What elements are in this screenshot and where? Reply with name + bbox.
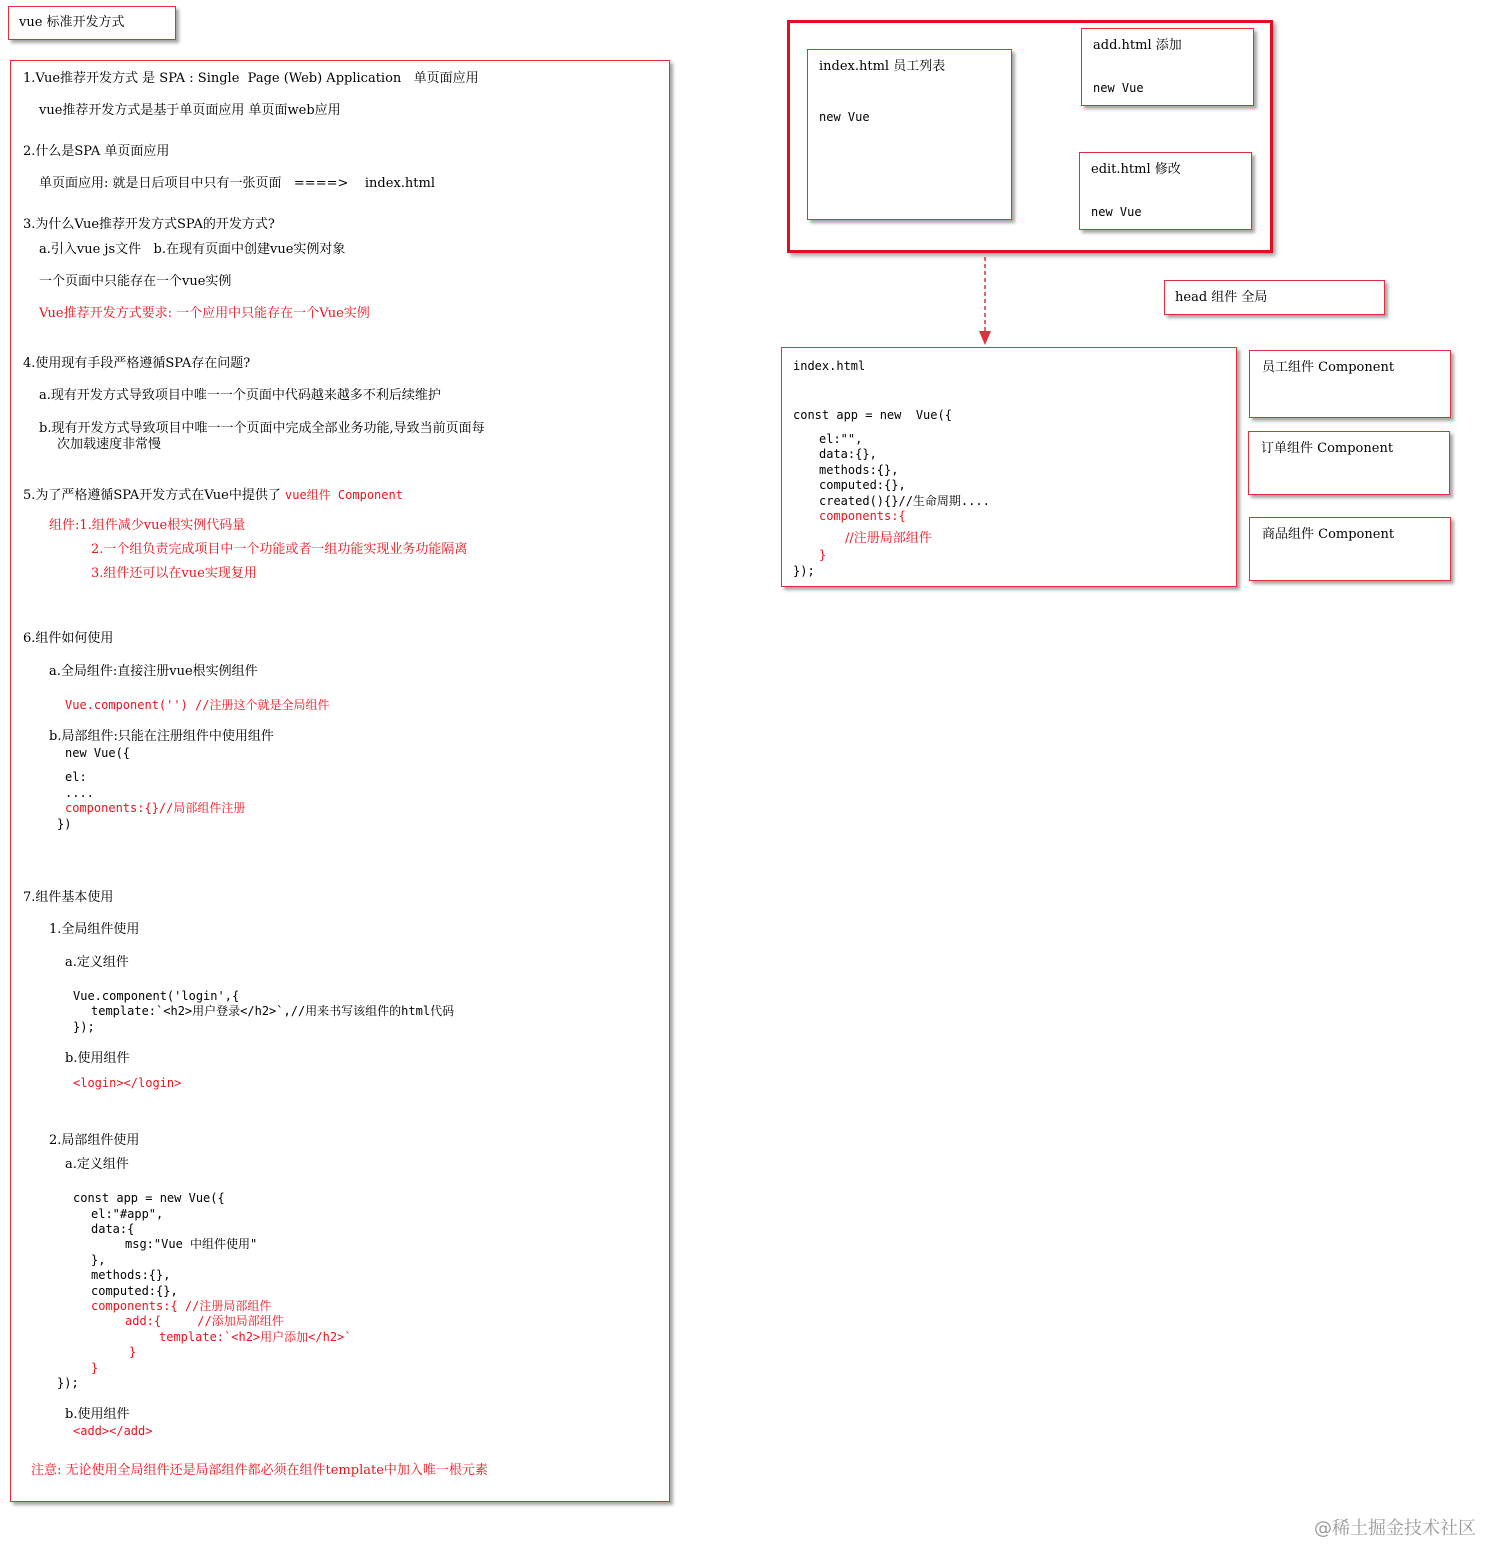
note-code-highlight: }	[129, 1345, 137, 1359]
index-page-box	[807, 49, 1012, 220]
note-line: 2.什么是SPA 单页面应用	[23, 144, 170, 159]
note-code-highlight: components:{}//局部组件注册	[65, 801, 246, 815]
add-page-box	[1081, 28, 1254, 106]
note-code: msg:"Vue 中组件使用"	[125, 1237, 258, 1251]
spa-code-line: const app = new Vue({	[793, 408, 952, 422]
spa-code-line: computed:{},	[819, 478, 906, 492]
note-code-highlight: add:{ //添加局部组件	[125, 1314, 284, 1328]
note-line: b.使用组件	[65, 1407, 130, 1422]
note-line: b.局部组件:只能在注册组件中使用组件	[49, 729, 274, 744]
multi-page-app-frame	[787, 20, 1273, 253]
spa-code-highlight: components:{	[819, 509, 906, 523]
note-code-highlight: <add></add>	[73, 1424, 153, 1438]
spa-index-title: index.html	[793, 359, 866, 373]
note-code: },	[91, 1253, 106, 1267]
note-line: 次加载速度非常慢	[57, 437, 162, 452]
note-code: })	[57, 817, 72, 831]
note-line: 3.为什么Vue推荐开发方式SPA的开发方式?	[23, 217, 275, 232]
title-box	[8, 6, 176, 40]
transform-arrow	[975, 255, 995, 347]
note-line: 1.Vue推荐开发方式 是 SPA : Single Page (Web) Application 单页面应用	[23, 71, 479, 86]
notes-panel	[10, 60, 670, 1502]
order-component-box	[1248, 431, 1450, 495]
note-line: a.引入vue js文件 b.在现有页面中创建vue实例对象	[39, 242, 346, 257]
note-line: 7.组件基本使用	[23, 890, 114, 905]
note-line: 6.组件如何使用	[23, 631, 114, 646]
note-line: a.定义组件	[65, 1157, 129, 1172]
note-code-highlight: Vue.component('') //注册这个就是全局组件	[65, 698, 330, 712]
note-code-highlight: components:{ //注册局部组件	[91, 1299, 272, 1313]
note-line: 4.使用现有手段严格遵循SPA存在问题?	[23, 356, 251, 371]
note-code: Vue.component('login',{	[73, 989, 240, 1003]
spa-code-line: created(){}//生命周期....	[819, 494, 990, 508]
watermark: @稀土掘金技术社区	[1314, 1518, 1476, 1539]
note-line: 1.全局组件使用	[49, 922, 140, 937]
note-line-highlight: 3.组件还可以在vue实现复用	[91, 566, 257, 581]
note-code: ....	[65, 786, 94, 800]
note-code: data:{	[91, 1222, 135, 1236]
note-line: 2.局部组件使用	[49, 1133, 140, 1148]
note-line: a.现有开发方式导致项目中唯一一个页面中代码越来越多不利后续维护	[39, 388, 441, 403]
add-page-vue: new Vue	[1093, 81, 1144, 95]
index-page-vue: new Vue	[819, 110, 870, 124]
note-line: b.现有开发方式导致项目中唯一一个页面中完成全部业务功能,导致当前页面每	[39, 421, 485, 436]
spa-index-box	[781, 347, 1237, 587]
employee-component-label: 员工组件 Component	[1262, 360, 1395, 375]
goods-component-box	[1249, 517, 1451, 581]
spa-code-line: });	[793, 564, 815, 578]
spa-code-highlight: }	[819, 548, 827, 562]
index-page-title: index.html 员工列表	[819, 59, 946, 74]
note-line	[23, 487, 403, 504]
note-code: methods:{},	[91, 1268, 171, 1282]
note-code: el:"#app",	[91, 1207, 164, 1221]
note-code: el:	[65, 770, 87, 784]
spa-code-line: data:{},	[819, 447, 877, 461]
note-line-highlight: 组件:1.组件减少vue根实例代码量	[49, 518, 246, 533]
note-code: new Vue({	[65, 746, 131, 760]
note-code: computed:{},	[91, 1284, 178, 1298]
note-text: 5.为了严格遵循SPA开发方式在Vue中提供了	[23, 488, 286, 503]
note-code-highlight: }	[91, 1361, 99, 1375]
edit-page-box	[1079, 152, 1252, 230]
note-code: const app = new Vue({	[73, 1191, 225, 1205]
note-code: template:`<h2>用户登录</h2>`,//用来书写该组件的html代码	[91, 1004, 455, 1018]
note-code-highlight: template:`<h2>用户添加</h2>`	[159, 1330, 352, 1344]
note-line: vue推荐开发方式是基于单页面应用 单页面web应用	[39, 103, 341, 118]
head-component-box	[1164, 280, 1385, 315]
spa-code-comment: //注册局部组件	[845, 531, 932, 546]
note-line: 单页面应用: 就是日后项目中只有一张页面 ====> index.html	[39, 176, 435, 191]
note-code: });	[73, 1020, 95, 1034]
note-line: a.全局组件:直接注册vue根实例组件	[49, 664, 258, 679]
head-component-label: head 组件 全局	[1175, 290, 1268, 305]
note-code-highlight: <login></login>	[73, 1076, 182, 1090]
goods-component-label: 商品组件 Component	[1262, 527, 1395, 542]
spa-code-line: methods:{},	[819, 463, 899, 477]
page-title: vue 标准开发方式	[19, 15, 125, 30]
edit-page-title: edit.html 修改	[1091, 162, 1181, 177]
note-line-highlight: 2.一个组负责完成项目中一个功能或者一组功能实现业务功能隔离	[91, 542, 468, 557]
add-page-title: add.html 添加	[1093, 38, 1182, 53]
employee-component-box	[1249, 350, 1451, 418]
order-component-label: 订单组件 Component	[1261, 441, 1394, 456]
note-line-highlight: Vue推荐开发方式要求: 一个应用中只能存在一个Vue实例	[39, 306, 370, 321]
note-line: b.使用组件	[65, 1051, 130, 1066]
note-line: a.定义组件	[65, 955, 129, 970]
note-code: });	[57, 1376, 79, 1390]
note-line: 一个页面中只能存在一个vue实例	[39, 274, 232, 289]
note-highlight: vue组件 Component	[285, 488, 403, 502]
note-warning: 注意: 无论使用全局组件还是局部组件都必须在组件template中加入唯一根元素	[31, 1463, 488, 1478]
edit-page-vue: new Vue	[1091, 205, 1142, 219]
spa-code-line: el:"",	[819, 432, 863, 446]
